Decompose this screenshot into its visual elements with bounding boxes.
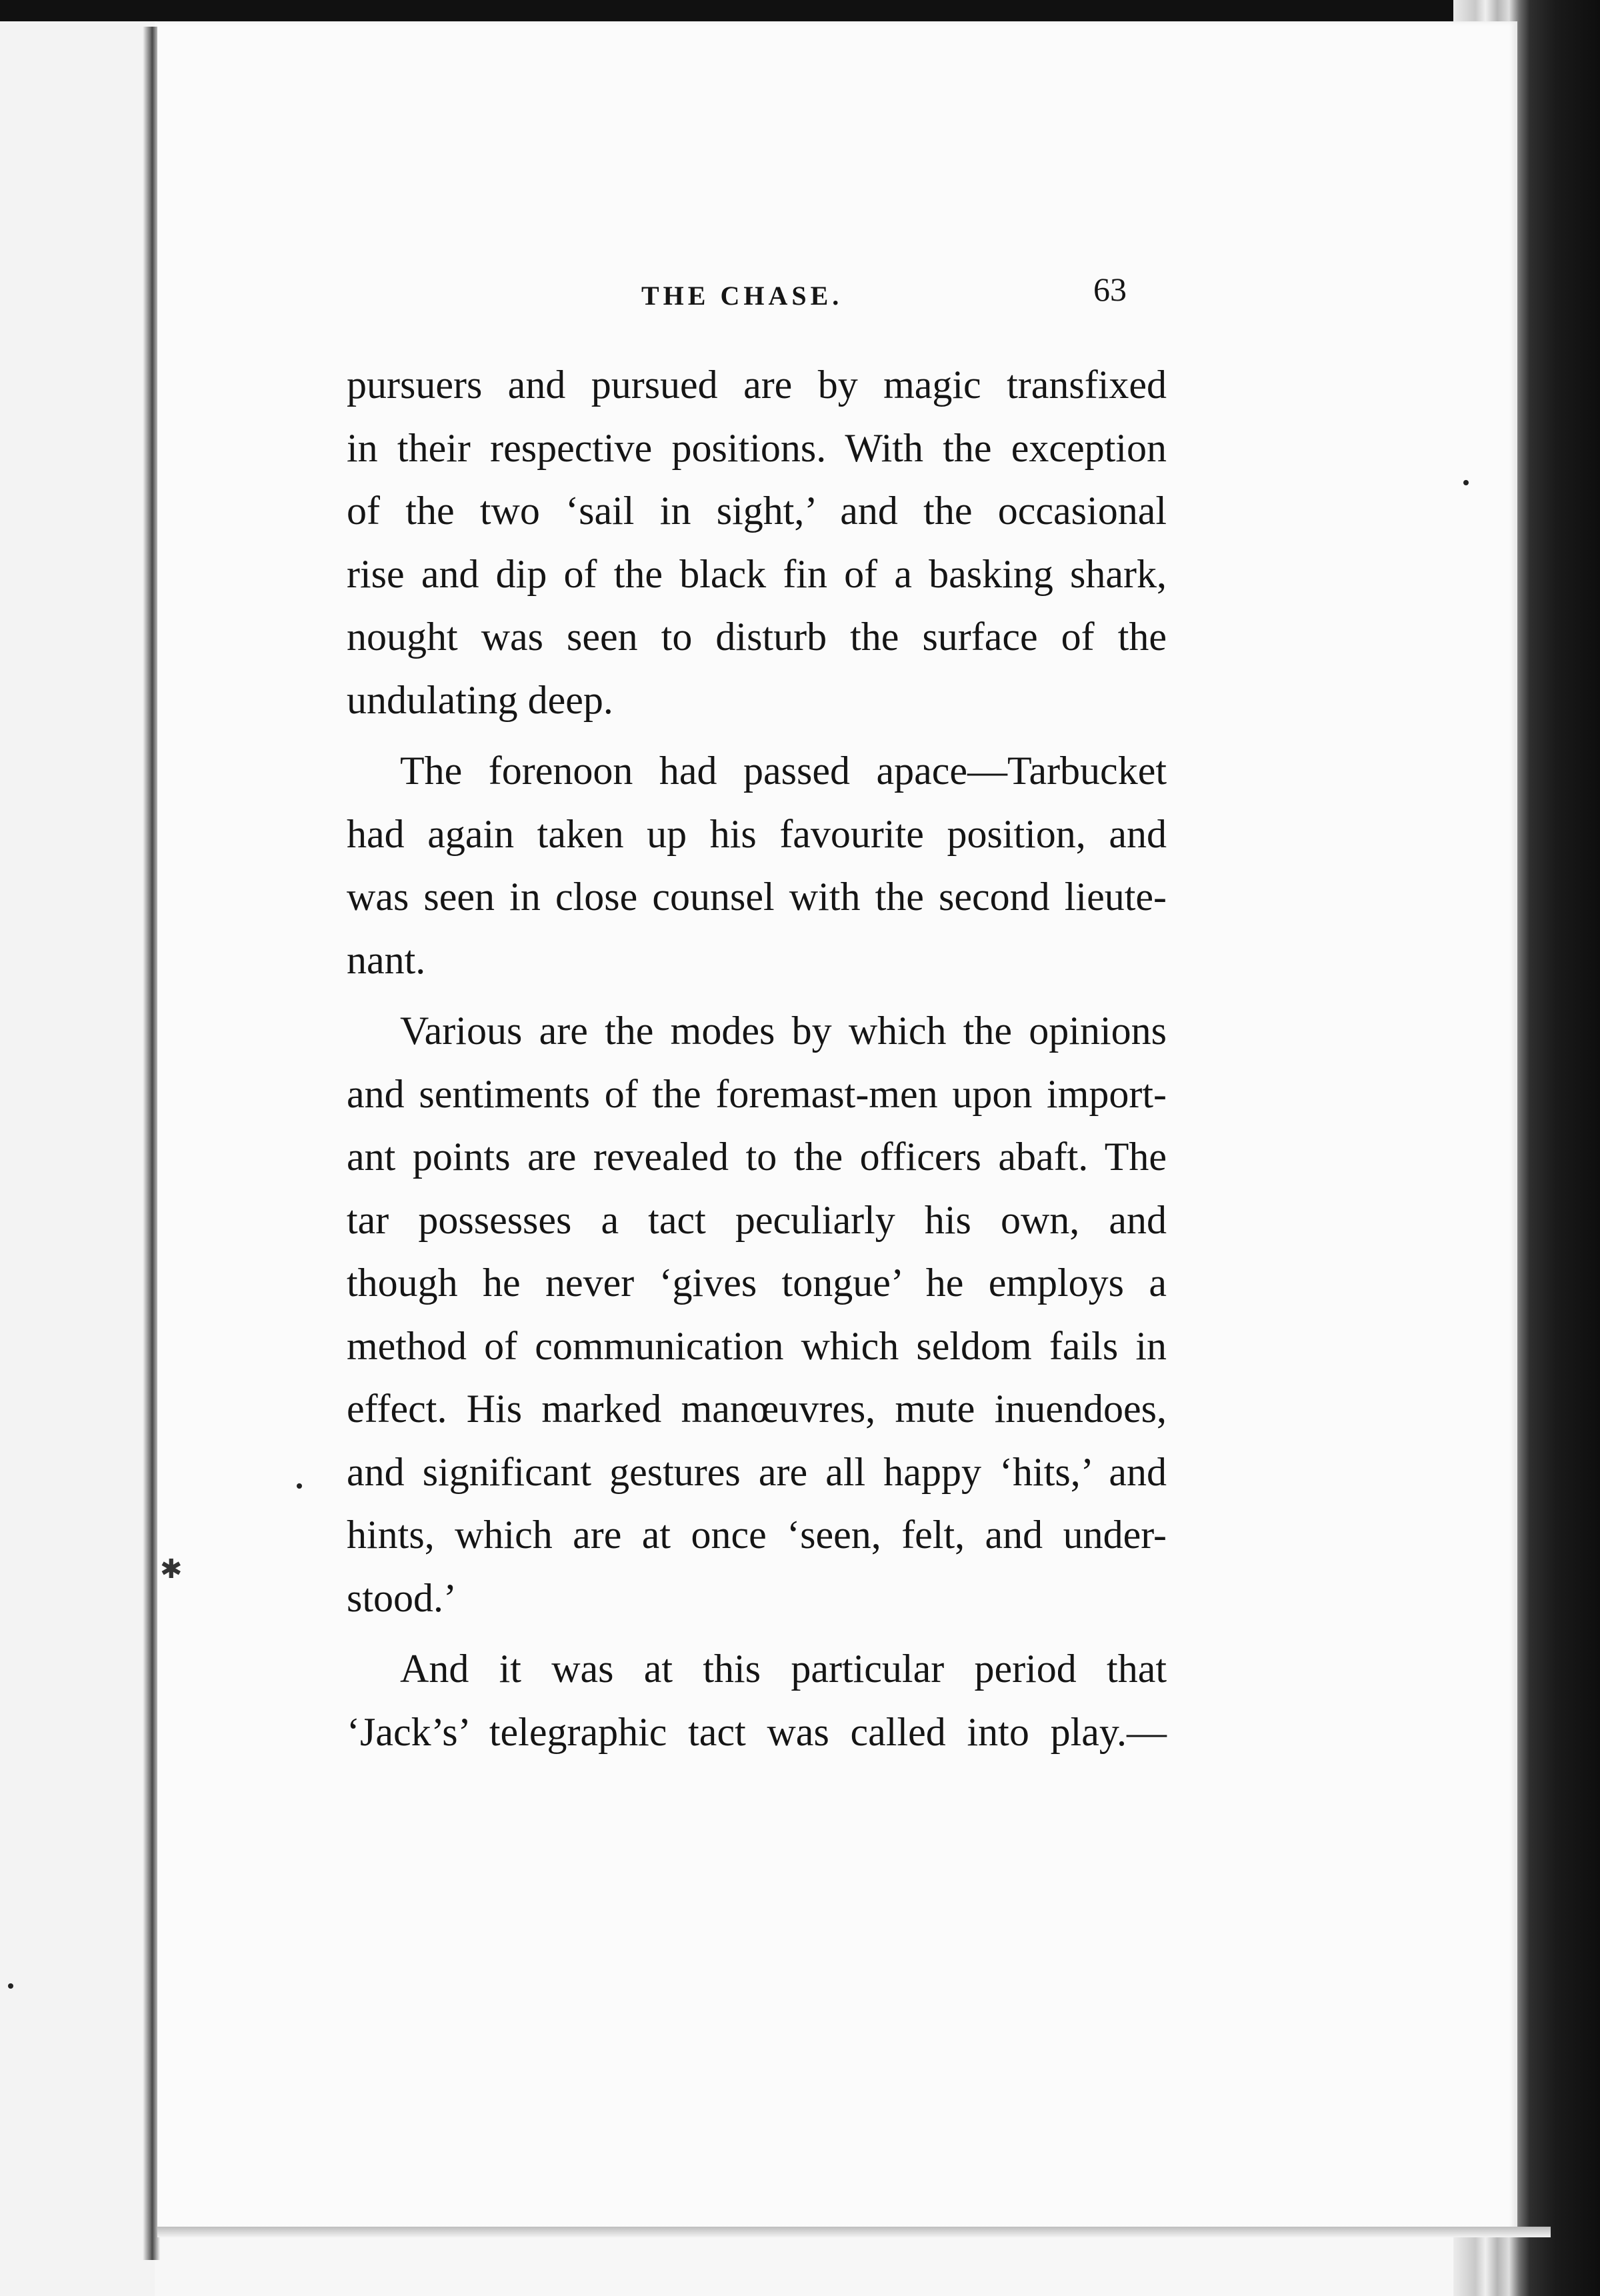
running-title: THE CHASE.: [641, 281, 843, 311]
facing-page-edge: [0, 21, 155, 2296]
text-line: The forenoon had passed apace—Tarbucket: [400, 749, 1167, 793]
text-line: ‘Jack’s’ telegraphic tact was called into play.—: [347, 1709, 1167, 1754]
page-bottom-edge: [157, 2227, 1551, 2237]
text-line: nant.: [347, 937, 426, 982]
text-line: ant points are revealed to the officers abaft. The: [347, 1135, 1167, 1179]
text-line: Various are the modes by which the opinions: [400, 1009, 1167, 1053]
paragraph-2: [347, 739, 1167, 991]
text-line: pursuers and pursued are by magic transfixed: [347, 363, 1167, 407]
text-line: And it was at this particular period that: [400, 1647, 1167, 1691]
paragraph-4: [347, 1637, 1167, 1763]
text-line: and significant gestures are all happy ‘hits,’ and: [347, 1449, 1167, 1494]
scanner-top-edge: [0, 0, 1600, 21]
text-line: nought was seen to disturb the surface of the: [347, 615, 1167, 659]
text-line: hints, which are at once ‘seen, felt, and under-: [347, 1513, 1167, 1557]
text-line: method of communication which seldom fails in: [347, 1323, 1167, 1368]
text-line: of the two ‘sail in sight,’ and the occasional: [347, 489, 1167, 533]
text-line: undulating deep.: [347, 677, 613, 722]
text-line: was seen in close counsel with the second lieute-: [347, 875, 1167, 919]
text-line: stood.’: [347, 1575, 457, 1620]
paragraph-3: [347, 999, 1167, 1629]
text-line: and sentiments of the foremast-men upon import-: [347, 1071, 1167, 1116]
text-line: had again taken up his favourite position, and: [347, 811, 1167, 856]
page-number: 63: [1093, 271, 1127, 308]
binding-mark-icon: ✱: [160, 1554, 183, 1584]
text-line: in their respective positions. With the exception: [347, 425, 1167, 470]
body-text: [347, 353, 1167, 1763]
text-line: tar possesses a tact peculiarly his own, and: [347, 1197, 1167, 1242]
text-line: effect. His marked manœuvres, mute inuendoes,: [347, 1387, 1167, 1431]
text-line: rise and dip of the black fin of a basking shark,: [347, 551, 1167, 596]
ink-speck: [1463, 480, 1469, 485]
ink-speck: [297, 1483, 302, 1489]
ink-speck: [8, 1983, 13, 1989]
text-line: though he never ‘gives tongue’ he employs a: [347, 1261, 1167, 1305]
paragraph-1: [347, 353, 1167, 731]
